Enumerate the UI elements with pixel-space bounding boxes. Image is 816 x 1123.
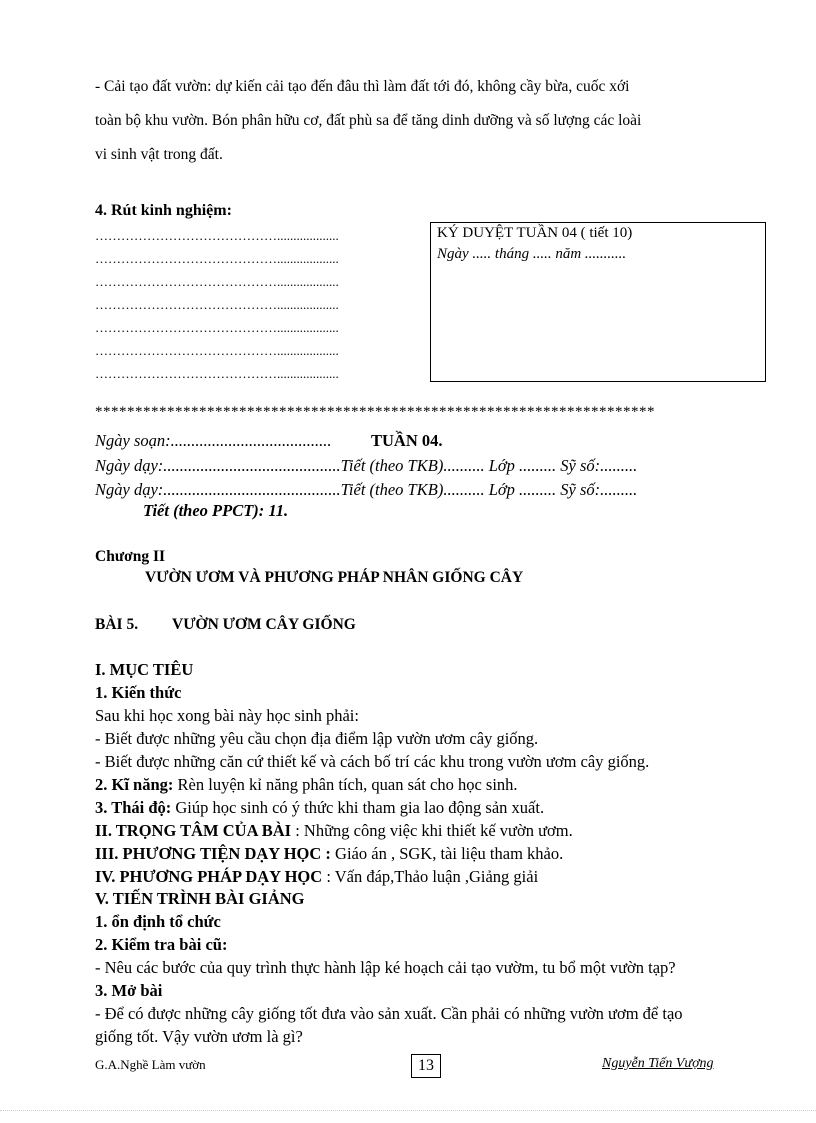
intro-line-1: - Cải tạo đất vườn: dự kiến cải tạo đến đâu thì làm đất tới đó, không cầy bừa, cuốc xới <box>95 78 630 95</box>
ngay-day-2: Ngày dạy:...........................................Tiết (theo TKB).......... Lớp ......... Sỹ số:......... <box>95 480 638 499</box>
tuan-label: TUẦN 04. <box>371 431 443 450</box>
dot-line: ……………………………………................... <box>95 320 339 335</box>
focus-line <box>95 821 573 841</box>
objectives-heading: I. MỤC TIÊU <box>95 660 194 679</box>
dot-line: ……………………………………................... <box>95 343 339 358</box>
process-step-3-text-1: - Để có được những cây giống tốt đưa vào sản xuất. Cần phải có những vườn ươm để tạo <box>95 1004 683 1023</box>
ngay-soan: Ngày soạn:....................................... <box>95 431 332 450</box>
skill-line <box>95 775 518 795</box>
page-number: 13 <box>411 1054 441 1078</box>
attitude-line <box>95 798 544 818</box>
dot-line: ……………………………………................... <box>95 274 339 289</box>
lesson-number: BÀI 5. <box>95 616 139 633</box>
intro-line-2: toàn bộ khu vườn. Bón phân hữu cơ, đất phù sa để tăng dinh dưỡng và số lượng các loài <box>95 112 642 129</box>
process-heading: V. TIẾN TRÌNH BÀI GIẢNG <box>95 889 305 908</box>
dot-line: ……………………………………................... <box>95 297 339 312</box>
focus-label: II. TRỌNG TÂM CỦA BÀI <box>95 821 292 840</box>
chapter-label: Chương II <box>95 548 166 565</box>
footer-left: G.A.Nghề Làm vườn <box>95 1057 206 1072</box>
skill-text: Rèn luyện kỉ năng phân tích, quan sát cho học sinh. <box>173 775 518 794</box>
knowledge-intro: Sau khi học xong bài này học sinh phải: <box>95 706 359 725</box>
process-step-2: 2. Kiểm tra bài cũ: <box>95 935 228 954</box>
intro-line-3: vi sinh vật trong đất. <box>95 146 223 163</box>
methods-line <box>95 867 538 887</box>
ngay-day-1: Ngày dạy:...........................................Tiết (theo TKB).......... Lớp ......... Sỹ số:......... <box>95 456 638 475</box>
process-step-2-text: - Nêu các bước của quy trình thực hành lập ké hoạch cải tạo vườm, tu bổ một vườn tạp? <box>95 958 676 977</box>
signature-box-date: Ngày ..... tháng ..... năm ........... <box>437 246 627 262</box>
process-step-3: 3. Mở bài <box>95 981 163 1000</box>
means-line <box>95 844 563 864</box>
means-label: III. PHƯƠNG TIỆN DẠY HỌC : <box>95 844 331 863</box>
knowledge-heading: 1. Kiến thức <box>95 683 182 702</box>
footer-author: Nguyễn Tiến Vượng <box>602 1056 714 1071</box>
process-step-1: 1. ổn định tổ chức <box>95 912 221 931</box>
signature-box <box>430 222 766 382</box>
rut-kinh-nghiem-heading: 4. Rút kinh nghiệm: <box>95 202 232 219</box>
skill-label: 2. Kĩ năng: <box>95 775 174 794</box>
lesson-title: VƯỜN ƯƠM CÂY GIỐNG <box>172 616 356 633</box>
dot-line: ……………………………………................... <box>95 366 339 381</box>
means-text: Giáo án , SGK, tài liệu tham khảo. <box>330 844 564 863</box>
attitude-text: Giúp học sinh có ý thức khi tham gia lao động sản xuất. <box>171 798 545 817</box>
methods-text: : Vấn đáp,Thảo luận ,Giảng giải <box>322 867 539 886</box>
signature-box-title: KÝ DUYỆT TUẦN 04 ( tiết 10) <box>437 225 633 241</box>
tiet-ppct: Tiết (theo PPCT): 11. <box>143 501 289 520</box>
separator: ********************************************************************** <box>95 404 655 420</box>
dot-line: ……………………………………................... <box>95 251 339 266</box>
attitude-label: 3. Thái độ: <box>95 798 172 817</box>
dot-line: ……………………………………................... <box>95 228 339 243</box>
knowledge-item-1: - Biết được những yêu cầu chọn địa điểm lập vườn ươm cây giống. <box>95 729 539 748</box>
methods-label: IV. PHƯƠNG PHÁP DẠY HỌC <box>95 867 323 886</box>
process-step-3-text-2: giống tốt. Vậy vườn ươm là gì? <box>95 1027 303 1046</box>
focus-text: : Những công việc khi thiết kế vườn ươm. <box>291 821 573 840</box>
chapter-title: VƯỜN ƯƠM VÀ PHƯƠNG PHÁP NHÂN GIỐNG CÂY <box>145 569 524 586</box>
knowledge-item-2: - Biết được những căn cứ thiết kế và cách bố trí các khu trong vườn ươm cây giống. <box>95 752 650 771</box>
page-bottom-divider <box>0 1110 816 1111</box>
